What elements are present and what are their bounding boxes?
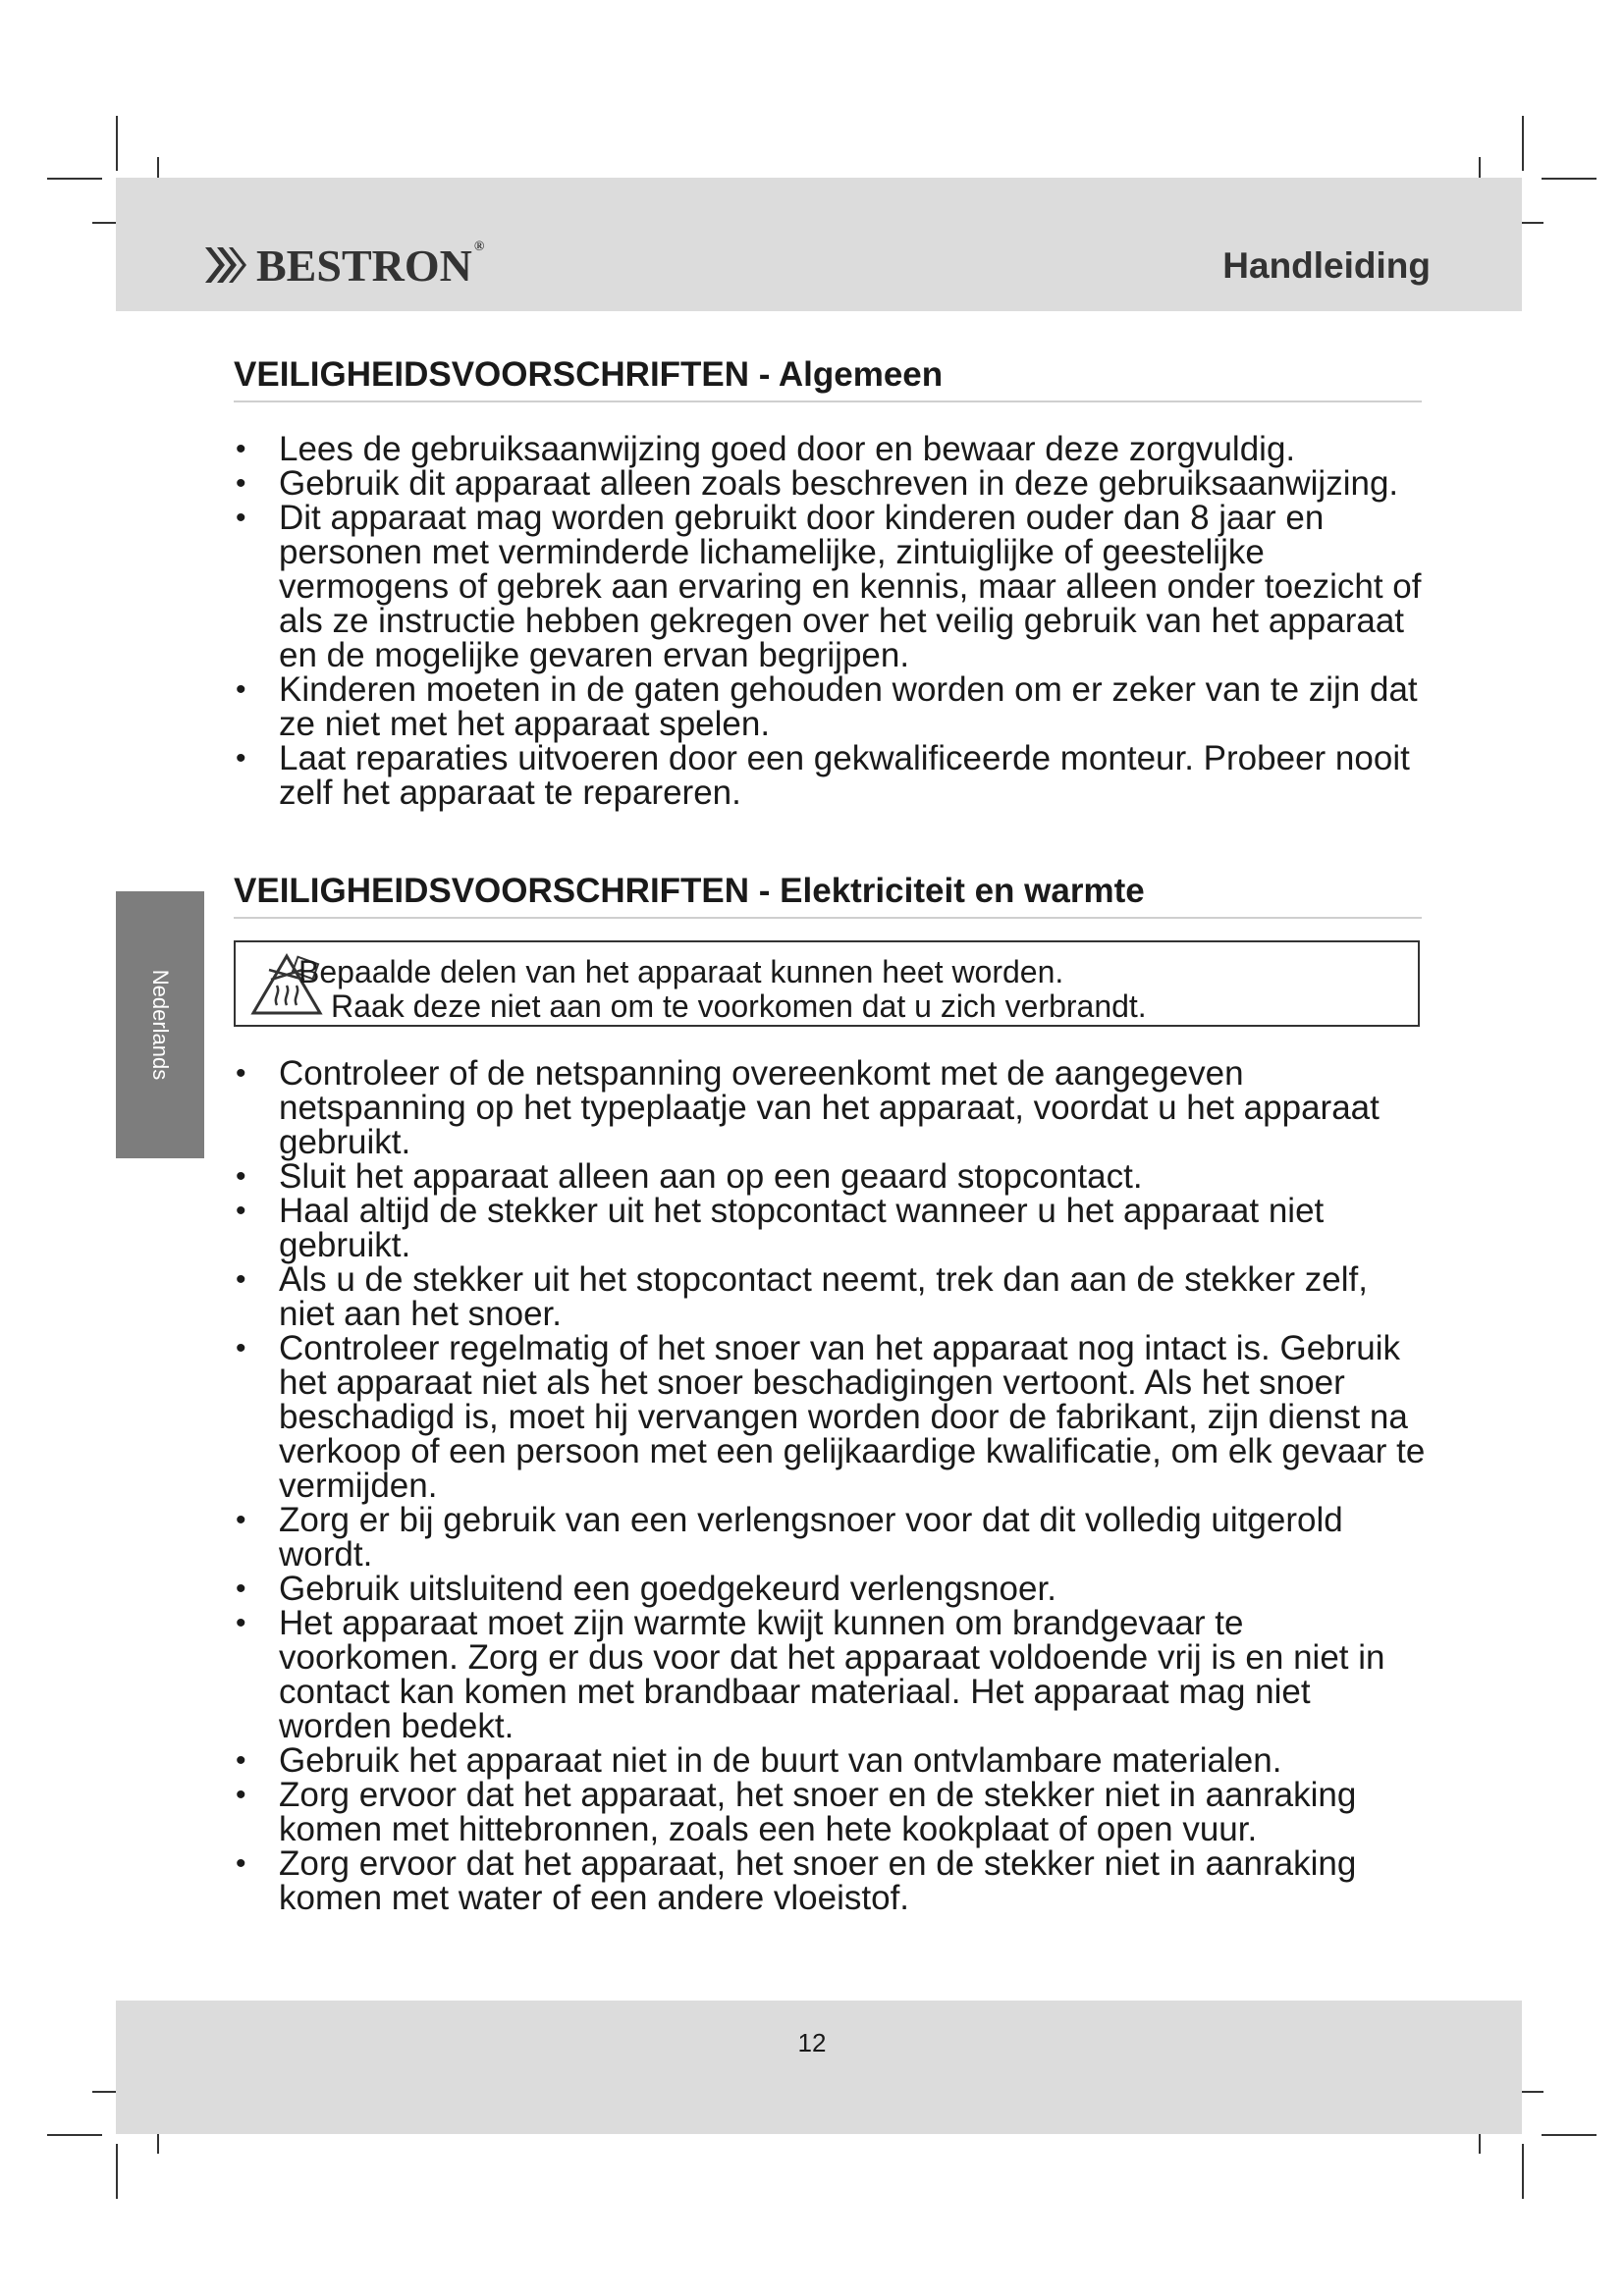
brand-chevrons-icon [203,245,248,285]
list-item: • Sluit het apparaat alleen aan op een geaard stopcontact. [234,1159,1432,1194]
crop-mark [116,2144,118,2199]
crop-mark [47,2134,102,2136]
section-heading-electricity: VEILIGHEIDSVOORSCHRIFTEN - Elektriciteit en warmte [234,872,1422,919]
list-item: • Zorg ervoor dat het apparaat, het snoer en de stekker niet in aanraking komen met water of een andere vloeistof. [234,1846,1432,1915]
crop-mark [1522,116,1524,171]
crop-mark [47,178,102,180]
list-item: • Lees de gebruiksaanwijzing goed door en bewaar deze zorgvuldig. [234,432,1432,466]
list-item: • Laat reparaties uitvoeren door een gekwalificeerde monteur. Probeer nooit zelf het apparaat te repareren. [234,741,1432,810]
warning-text-line2: Raak deze niet aan om te voorkomen dat u zich verbrandt. [331,988,1147,1024]
list-item: • Dit apparaat mag worden gebruikt door kinderen ouder dan 8 jaar en personen met verminderde lichamelijke, zintuiglijke of geestelijke vermogens of gebrek aan ervaring en kennis, maar alleen onder toezicht of als ze instructie hebben gekregen over het veilig gebruik van het apparaat en de mogelijke gevaren ervan begrijpen. [234,501,1432,672]
language-tab [116,891,204,1158]
list-item: • Haal altijd de stekker uit het stopcontact wanneer u het apparaat niet gebruikt. [234,1194,1432,1262]
brand-logo [203,236,484,294]
list-item: • Als u de stekker uit het stopcontact neemt, trek dan aan de stekker zelf, niet aan het snoer. [234,1262,1432,1331]
language-tab-label: Nederlands [148,969,173,1081]
list-item: • Zorg ervoor dat het apparaat, het snoer en de stekker niet in aanraking komen met hittebronnen, zoals een hete kookplaat of open vuur. [234,1778,1432,1846]
list-item: • Gebruik het apparaat niet in de buurt van ontvlambare materialen. [234,1743,1432,1778]
general-safety-list [234,432,1432,810]
list-item: • Controleer of de netspanning overeenkomt met de aangegeven netspanning op het typeplaatje van het apparaat, voordat u het apparaat gebruikt. [234,1056,1432,1159]
brand-name: BESTRON ® [256,239,485,291]
crop-mark [1522,2144,1524,2199]
crop-mark [1542,2134,1597,2136]
crop-mark [1542,178,1597,180]
list-item: • Kinderen moeten in de gaten gehouden worden om er zeker van te zijn dat ze niet met het apparaat spelen. [234,672,1432,741]
electricity-safety-list [234,1056,1432,1915]
list-item: • Gebruik dit apparaat alleen zoals beschreven in deze gebruiksaanwijzing. [234,466,1432,501]
footer-band [116,2001,1522,2134]
crop-mark [116,116,118,171]
hot-surface-warning [234,940,1420,1027]
warning-text-line1: Bepaalde delen van het apparaat kunnen heet worden. [298,954,1064,989]
document-title: Handleiding [1222,245,1431,286]
list-item: • Het apparaat moet zijn warmte kwijt kunnen om brandgevaar te voorkomen. Zorg er dus voor dat het apparaat voldoende vrij is en niet in contact kan komen met brandbaar materiaal. Het apparaat mag niet worden bedekt. [234,1606,1432,1743]
list-item: • Controleer regelmatig of het snoer van het apparaat nog intact is. Gebruik het apparaat niet als het snoer beschadigingen vertoont. Als het snoer beschadigd is, moet hij vervangen worden door de fabrikant, zijn dienst na verkoop of een persoon met een gelijkaardige kwalificatie, om elk gevaar te vermijden. [234,1331,1432,1503]
list-item: • Gebruik uitsluitend een goedgekeurd verlengsnoer. [234,1572,1432,1606]
section-heading-general: VEILIGHEIDSVOORSCHRIFTEN - Algemeen [234,355,1422,402]
page-number: 12 [797,2028,827,2057]
list-item: • Zorg er bij gebruik van een verlengsnoer voor dat dit volledig uitgerold wordt. [234,1503,1432,1572]
